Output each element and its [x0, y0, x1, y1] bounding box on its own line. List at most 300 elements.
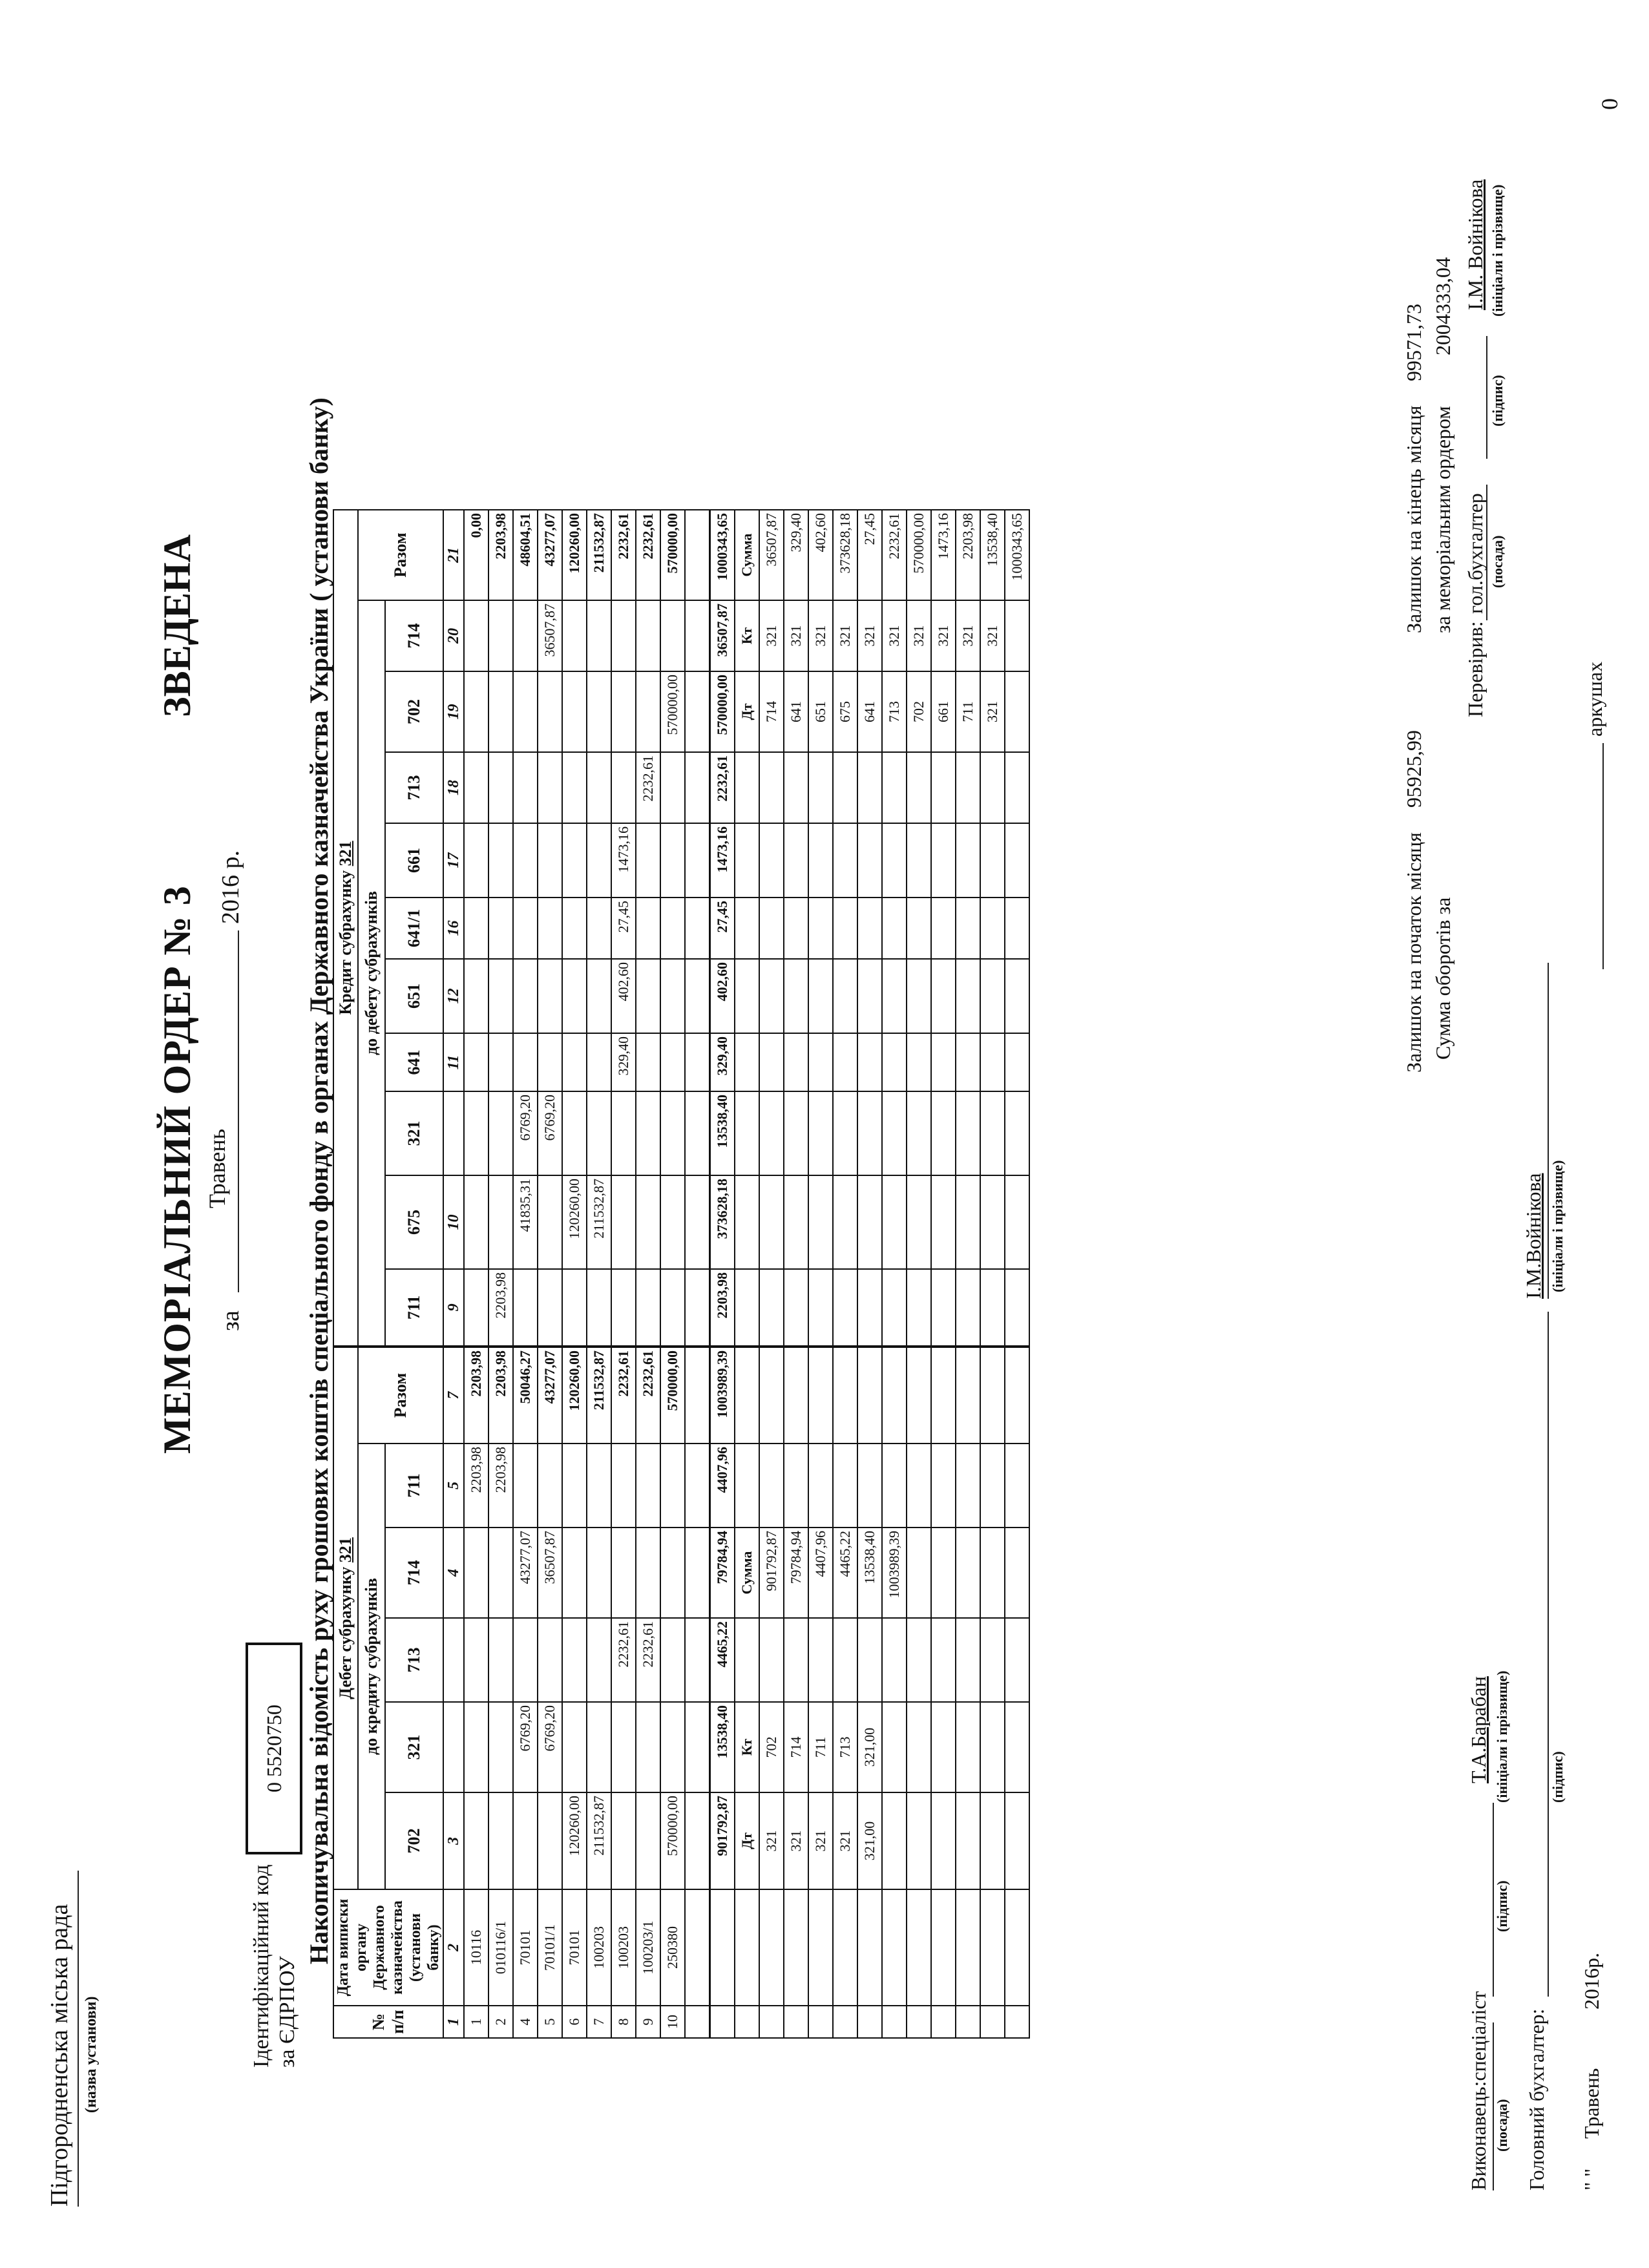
cell-d321: [587, 1702, 611, 1792]
summary-cell: [931, 898, 956, 959]
empty-cell: [685, 1792, 710, 1889]
cell-d321: [562, 1702, 587, 1792]
summary-cell: [808, 1269, 833, 1347]
summary-cell: [882, 752, 907, 823]
cell-d702: [464, 1792, 488, 1889]
summary-cell: [931, 1528, 956, 1618]
summary-cell: [882, 2006, 907, 2038]
summary-cell: [759, 898, 784, 959]
summary-cell: [882, 1175, 907, 1269]
cell-d713: [660, 1618, 685, 1702]
summary-row: [833, 510, 857, 2038]
summary-cell: [808, 1091, 833, 1175]
summary-cell: [956, 1347, 980, 1444]
summary-cell: [735, 1175, 759, 1269]
summary-cell: [1005, 600, 1029, 671]
summary-row: [784, 510, 808, 2038]
summary-cell: [784, 1444, 808, 1528]
cell-c714: 36507,87: [538, 600, 562, 671]
checked-label: Перевірив:: [1464, 621, 1487, 717]
summary-cell: 321: [956, 600, 980, 671]
summary-row: [980, 510, 1005, 2038]
cell-c641: [513, 1033, 538, 1091]
empty-cell: [685, 671, 710, 752]
summary-cell: [759, 1889, 784, 2006]
cell-d713: [513, 1618, 538, 1702]
table-row: [464, 510, 488, 2038]
cell-c713: [464, 752, 488, 823]
total-c321: 13538,40: [710, 1091, 735, 1175]
cell-c713: [538, 752, 562, 823]
summary-cell: [833, 1269, 857, 1347]
empty-cell: [685, 1702, 710, 1792]
empty-cell: [685, 510, 710, 600]
cell-d321: 6769,20: [538, 1702, 562, 1792]
summary-cell: 321: [833, 600, 857, 671]
summary-cell: [907, 959, 931, 1033]
cell-d714: [660, 1528, 685, 1618]
summary-cell: [1005, 1889, 1029, 2006]
cell-d702: 211532,87: [587, 1792, 611, 1889]
summary-cell: [808, 1444, 833, 1528]
checked-name: І.М. Войнікова: [1464, 179, 1487, 310]
summary-cell: [882, 1792, 907, 1889]
summary-cell: [1005, 959, 1029, 1033]
cell-c651: [513, 959, 538, 1033]
summary-cell: [1005, 898, 1029, 959]
summary-cell: [735, 1889, 759, 2006]
cell-c702: [562, 671, 587, 752]
summary-cell: 373628,18: [833, 510, 857, 600]
summary-cell: 641: [784, 671, 808, 752]
column-number: 12: [443, 959, 464, 1033]
cell-d702: [513, 1792, 538, 1889]
cell-ctot: 570000,00: [660, 510, 685, 600]
column-number: 18: [443, 752, 464, 823]
summary-cell: [956, 1618, 980, 1702]
summary-cell: [833, 1033, 857, 1091]
summary-cell: [882, 898, 907, 959]
cell-c675: 41835,31: [513, 1175, 538, 1269]
summary-cell: 321: [808, 600, 833, 671]
summary-cell: [833, 1889, 857, 2006]
cell-d714: [611, 1528, 636, 1618]
cell-n: 9: [636, 2006, 660, 2038]
summary-cell: [956, 752, 980, 823]
summary-cell: [907, 1347, 931, 1444]
column-number: [443, 1091, 464, 1175]
cell-c651: 402,60: [611, 959, 636, 1033]
checked-position-caption: (посада): [1489, 535, 1506, 588]
summary-cell: [759, 2006, 784, 2038]
empty-cell: [685, 823, 710, 898]
cell-ctot: 2232,61: [611, 510, 636, 600]
empty-cell: [685, 600, 710, 671]
cell-c651: [538, 959, 562, 1033]
summary-cell: 321: [784, 1792, 808, 1889]
cell-d714: [562, 1528, 587, 1618]
cell-c321: [611, 1091, 636, 1175]
cell-c321: [660, 1091, 685, 1175]
debit-total-header: Разом: [358, 1347, 443, 1444]
summary-cell: 321,00: [857, 1702, 882, 1792]
cell-c641: [587, 1033, 611, 1091]
cell-c713: [611, 752, 636, 823]
debit-col-header: 711: [385, 1444, 443, 1528]
summary-cell: 321: [907, 600, 931, 671]
summary-cell: [956, 1702, 980, 1792]
executor-name-caption: (ініціали і прізвище): [1494, 1670, 1510, 1803]
cell-d714: [587, 1528, 611, 1618]
total-c711: 2203,98: [710, 1269, 735, 1347]
table-row: [660, 510, 685, 2038]
summary-cell: Сумма: [735, 1528, 759, 1618]
credit-col-header: 713: [385, 752, 443, 823]
summary-cell: 321: [882, 600, 907, 671]
summary-cell: 321: [784, 600, 808, 671]
cell-d321: [488, 1702, 513, 1792]
cell-c711: [660, 1269, 685, 1347]
summary-cell: [1005, 1702, 1029, 1792]
column-number: 7: [443, 1347, 464, 1444]
summary-cell: [833, 1175, 857, 1269]
summary-cell: [735, 898, 759, 959]
checked-sign-line: [1486, 336, 1487, 459]
summary-cell: [931, 1033, 956, 1091]
executor-sign-caption: (підпис): [1494, 1880, 1510, 1932]
summary-cell: [980, 959, 1005, 1033]
summary-cell: [833, 2006, 857, 2038]
cell-c321: [587, 1091, 611, 1175]
summary-cell: [735, 2006, 759, 2038]
total-c675: 373628,18: [710, 1175, 735, 1269]
summary-cell: [759, 1444, 784, 1528]
column-number: 4: [443, 1528, 464, 1618]
summary-cell: [857, 1033, 882, 1091]
cell-c661: [513, 823, 538, 898]
summary-cell: [1005, 1175, 1029, 1269]
summary-cell: 714: [759, 671, 784, 752]
summary-cell: [833, 1091, 857, 1175]
cell-c661: [636, 823, 660, 898]
cell-ctot: 43277,07: [538, 510, 562, 600]
summary-cell: [956, 1889, 980, 2006]
cell-c702: [611, 671, 636, 752]
summary-cell: [784, 1033, 808, 1091]
table-row: [636, 510, 660, 2038]
cell-c321: [562, 1091, 587, 1175]
empty-cell: [685, 898, 710, 959]
summary-cell: 13538,40: [980, 510, 1005, 600]
cell-c711: [562, 1269, 587, 1347]
cell-d702: 120260,00: [562, 1792, 587, 1889]
document-status: ЗВЕДЕНА: [156, 534, 198, 717]
cell-c714: [611, 600, 636, 671]
summary-cell: 2232,61: [882, 510, 907, 600]
cell-c641: [538, 1033, 562, 1091]
cell-c714: [636, 600, 660, 671]
cell-n: 8: [611, 2006, 636, 2038]
summary-cell: [1005, 823, 1029, 898]
cell-c641: 329,40: [611, 1033, 636, 1091]
cell-c661: [660, 823, 685, 898]
summary-cell: [857, 959, 882, 1033]
cell-ctot: 2203,98: [488, 510, 513, 600]
cell-date: 100203: [611, 1889, 636, 2006]
checked-position: гол.бухгалтер: [1464, 493, 1487, 614]
credit-col-header: 714: [385, 600, 443, 671]
summary-cell: 1000343,65: [1005, 510, 1029, 600]
empty-cell: [685, 752, 710, 823]
total-c713: 2232,61: [710, 752, 735, 823]
summary-cell: [907, 752, 931, 823]
summary-cell: [735, 823, 759, 898]
table-row: [685, 510, 710, 2038]
cell-n: 2: [488, 2006, 513, 2038]
cell-d713: [587, 1618, 611, 1702]
credit-col-header: 711: [385, 1269, 443, 1347]
summary-cell: [980, 1269, 1005, 1347]
cell-c713: [587, 752, 611, 823]
summary-cell: [931, 1347, 956, 1444]
summary-cell: [759, 1347, 784, 1444]
cell-c714: [562, 600, 587, 671]
summary-cell: [808, 823, 833, 898]
column-number: 9: [443, 1269, 464, 1347]
cell-c702: [636, 671, 660, 752]
turnover-value: 2004333,04: [1431, 257, 1455, 355]
summary-cell: Сумма: [735, 510, 759, 600]
cell-date: 250380: [660, 1889, 685, 2006]
summary-cell: [833, 898, 857, 959]
summary-cell: 4407,96: [808, 1528, 833, 1618]
cell-c661: [538, 823, 562, 898]
cell-d714: 43277,07: [513, 1528, 538, 1618]
id-code-box: 0 5520750: [246, 1643, 302, 1854]
cell-d711: [562, 1444, 587, 1528]
summary-cell: [808, 898, 833, 959]
summary-cell: [857, 2006, 882, 2038]
date-month: Травень: [1580, 2068, 1603, 2139]
total-ctot: 1000343,65: [710, 510, 735, 600]
summary-cell: [882, 1702, 907, 1792]
turnover-label: Сумма оборотів за: [1431, 897, 1455, 1060]
summary-cell: [956, 898, 980, 959]
org-caption: (назва установи): [83, 1996, 100, 2113]
org-name: Підгородненська міська рада: [46, 1904, 73, 2207]
cell-c661: [587, 823, 611, 898]
total-n: [710, 2006, 735, 2038]
summary-cell: 714: [784, 1702, 808, 1792]
summary-cell: Дт: [735, 671, 759, 752]
summary-cell: [956, 2006, 980, 2038]
summary-cell: [1005, 1444, 1029, 1528]
summary-cell: [882, 1091, 907, 1175]
summary-cell: [931, 1269, 956, 1347]
summary-cell: 402,60: [808, 510, 833, 600]
balance-end-value: 99571,73: [1402, 304, 1425, 381]
summary-cell: [857, 823, 882, 898]
cell-c6411: [562, 898, 587, 959]
summary-cell: [1005, 1091, 1029, 1175]
credit-col-header: 641: [385, 1033, 443, 1091]
cell-c6411: [513, 898, 538, 959]
cell-c702: [488, 671, 513, 752]
checked-sign-caption: (підпис): [1489, 375, 1506, 426]
total-c651: 402,60: [710, 959, 735, 1033]
summary-cell: [907, 1889, 931, 2006]
cell-n: 10: [660, 2006, 685, 2038]
summary-cell: 27,45: [857, 510, 882, 600]
cell-dtot: 570000,00: [660, 1347, 685, 1444]
summary-cell: [1005, 1618, 1029, 1702]
cell-c675: [660, 1175, 685, 1269]
summary-cell: [907, 1702, 931, 1792]
cell-c713: [513, 752, 538, 823]
summary-cell: 79784,94: [784, 1528, 808, 1618]
summary-cell: [882, 1033, 907, 1091]
cell-ctot: 2232,61: [636, 510, 660, 600]
summary-row: [857, 510, 882, 2038]
cell-ctot: 120260,00: [562, 510, 587, 600]
credit-col-header: 641/1: [385, 898, 443, 959]
empty-cell: [685, 1618, 710, 1702]
cell-date: 10116: [464, 1889, 488, 2006]
cell-c675: [611, 1175, 636, 1269]
summary-cell: [1005, 1269, 1029, 1347]
cell-c702: [513, 671, 538, 752]
summary-cell: [808, 1889, 833, 2006]
cell-c714: [587, 600, 611, 671]
cell-d713: [538, 1618, 562, 1702]
total-c714: 36507,87: [710, 600, 735, 671]
summary-cell: 901792,87: [759, 1528, 784, 1618]
cell-c675: 211532,87: [587, 1175, 611, 1269]
summary-cell: [956, 1091, 980, 1175]
cell-ctot: 211532,87: [587, 510, 611, 600]
summary-cell: 661: [931, 671, 956, 752]
table-row: [513, 510, 538, 2038]
cell-c651: [636, 959, 660, 1033]
cell-c675: [488, 1175, 513, 1269]
credit-col-header: 675: [385, 1175, 443, 1269]
empty-cell: [685, 1347, 710, 1444]
summary-cell: [980, 1889, 1005, 2006]
cell-c702: [587, 671, 611, 752]
cell-d714: [488, 1528, 513, 1618]
summary-cell: 36507,87: [759, 510, 784, 600]
chief-name-caption: (ініціали і прізвище): [1549, 1160, 1566, 1292]
summary-cell: [784, 959, 808, 1033]
credit-sub-header: до дебету субрахунків: [358, 600, 385, 1347]
empty-cell: [685, 1528, 710, 1618]
cell-c641: [660, 1033, 685, 1091]
credit-col-header: 321: [385, 1091, 443, 1175]
cell-date: 70101: [513, 1889, 538, 2006]
cell-ctot: 48604,51: [513, 510, 538, 600]
column-number: [443, 1702, 464, 1792]
summary-cell: [759, 752, 784, 823]
summary-cell: 651: [808, 671, 833, 752]
summary-cell: [735, 1347, 759, 1444]
total-c6411: 27,45: [710, 898, 735, 959]
total-c641: 329,40: [710, 1033, 735, 1091]
summary-cell: [956, 1175, 980, 1269]
summary-cell: [784, 1269, 808, 1347]
summary-cell: [882, 1269, 907, 1347]
total-c702: 570000,00: [710, 671, 735, 752]
summary-cell: [1005, 1347, 1029, 1444]
summary-cell: [931, 752, 956, 823]
summary-cell: [833, 1444, 857, 1528]
cell-c711: [513, 1269, 538, 1347]
cell-c661: [464, 823, 488, 898]
total-d711: 4407,96: [710, 1444, 735, 1528]
period-prefix: за: [217, 1310, 244, 1331]
summary-cell: [931, 1618, 956, 1702]
cell-d711: 2203,98: [488, 1444, 513, 1528]
cell-d321: [611, 1702, 636, 1792]
org-underline: [78, 1871, 79, 2207]
summary-row: [735, 510, 759, 2038]
summary-cell: 702: [759, 1702, 784, 1792]
summary-cell: [759, 1033, 784, 1091]
summary-cell: [882, 959, 907, 1033]
cell-date: 100203: [587, 1889, 611, 2006]
chief-sign-caption: (підпис): [1549, 1751, 1566, 1803]
summary-cell: [759, 959, 784, 1033]
table-row: [587, 510, 611, 2038]
summary-cell: [931, 1091, 956, 1175]
summary-cell: [857, 1889, 882, 2006]
credit-label: Кредит субрахунку: [336, 870, 355, 1015]
column-number: 16: [443, 898, 464, 959]
table-subtitle: Накопичувальна відомість руху грошових коштів спеціального фонду в органах Державного казначейства України ( установи банку): [304, 397, 333, 1964]
summary-cell: [857, 898, 882, 959]
summary-row: [759, 510, 784, 2038]
cell-dtot: 43277,07: [538, 1347, 562, 1444]
totals-row: [710, 510, 735, 2038]
summary-cell: [907, 1091, 931, 1175]
column-number: [443, 1618, 464, 1702]
period-month: Травень: [204, 1128, 230, 1208]
debit-label: Дебет субрахунку: [336, 1566, 355, 1699]
table-row: [488, 510, 513, 2038]
summary-row: [882, 510, 907, 2038]
summary-cell: [931, 823, 956, 898]
summary-cell: [956, 823, 980, 898]
cell-c641: [562, 1033, 587, 1091]
cell-c651: [660, 959, 685, 1033]
cell-c675: 120260,00: [562, 1175, 587, 1269]
summary-cell: [882, 1444, 907, 1528]
cell-d711: [611, 1444, 636, 1528]
balance-start-label: Залишок на початок місяця: [1402, 832, 1425, 1073]
cell-c675: [538, 1175, 562, 1269]
summary-cell: [784, 1175, 808, 1269]
cell-c651: [464, 959, 488, 1033]
summary-cell: [784, 2006, 808, 2038]
column-number-row: [443, 510, 464, 2038]
cell-d711: [636, 1444, 660, 1528]
column-number: 19: [443, 671, 464, 752]
total-d321: 13538,40: [710, 1702, 735, 1792]
summary-cell: [808, 1033, 833, 1091]
cell-c711: [538, 1269, 562, 1347]
cell-date: 010116/1: [488, 1889, 513, 2006]
summary-cell: [907, 1175, 931, 1269]
summary-cell: [808, 2006, 833, 2038]
